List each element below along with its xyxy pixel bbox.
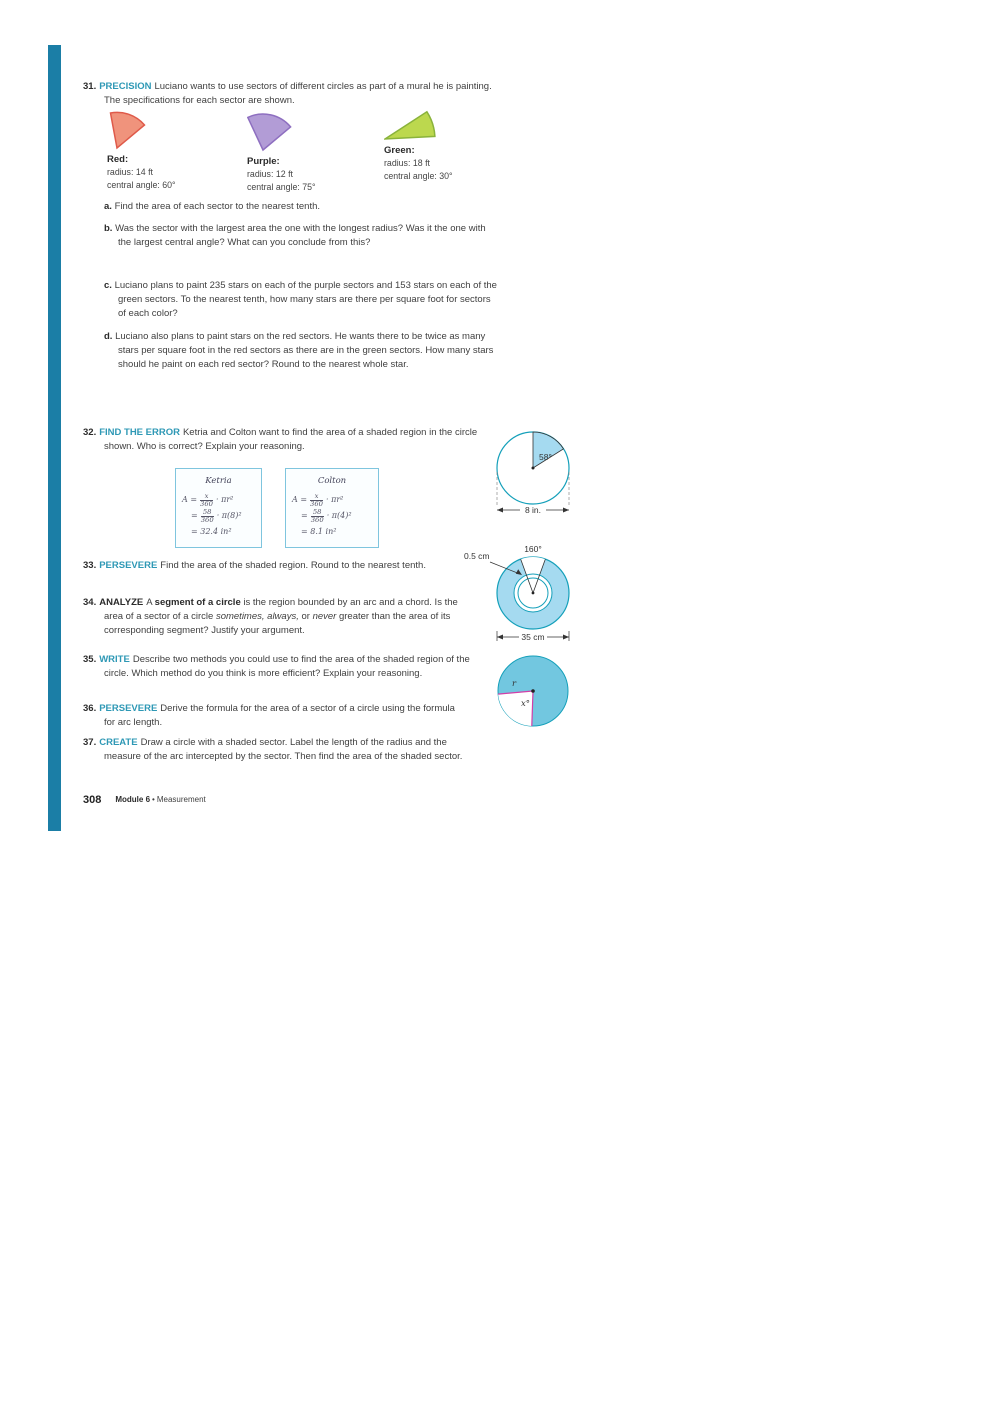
diameter-label: 8 in. — [524, 505, 542, 515]
shaded-ring-figure — [456, 538, 590, 646]
sector-color-label: Green: — [384, 145, 415, 156]
red-sector-spec — [107, 110, 237, 192]
sector-angle-label: x° — [521, 699, 531, 709]
part-label: b. — [104, 223, 113, 234]
diameter-label: 35 cm — [521, 632, 545, 642]
problem-text: Derive the formula for the area of a sector of a circle using the formula for arc length. — [104, 703, 455, 728]
sector-radius: radius: 12 ft — [247, 169, 293, 179]
page-number: 308 — [83, 794, 102, 806]
problem-tag: PRECISION — [99, 81, 152, 92]
problem-33-statement — [83, 559, 453, 573]
work-line-3 — [182, 524, 255, 540]
work-line-3 — [292, 524, 372, 540]
arrowhead-left — [497, 635, 503, 640]
equation-lhs: A = — [182, 495, 198, 504]
arrowhead-right — [563, 635, 569, 640]
fraction-denominator: 360 — [310, 499, 324, 508]
fraction — [201, 509, 214, 524]
fraction-denominator: 360 — [200, 515, 214, 524]
problem-number: 35. — [83, 654, 97, 665]
problem-text-d: greater than the area of its corresponding segment? Justify your argument. — [104, 611, 451, 636]
problem-tag: PERSEVERE — [99, 560, 158, 571]
left-accent-bar — [48, 45, 61, 831]
center-point — [532, 592, 535, 595]
center-point — [531, 689, 535, 693]
part-c — [104, 279, 497, 321]
sector-angle: central angle: 60° — [107, 180, 176, 190]
student-name: Colton — [317, 476, 347, 486]
problem-tag: CREATE — [99, 737, 138, 748]
fraction-numerator: 58 — [311, 509, 324, 517]
work-line-1 — [292, 492, 372, 508]
emphasis-2: never — [312, 611, 337, 622]
problem-32-statement — [83, 426, 497, 454]
ketria-work-box — [175, 468, 262, 548]
equation-rest: · π(4)² — [326, 511, 352, 520]
fraction-numerator: x — [200, 493, 213, 501]
sector-angle: central angle: 75° — [247, 182, 316, 192]
problem-34-statement — [83, 596, 475, 638]
problem-35 — [83, 653, 493, 681]
problem-tag: PERSEVERE — [99, 703, 158, 714]
module-label: Module 6 — [115, 795, 151, 804]
part-d — [104, 330, 497, 372]
problem-tag: WRITE — [99, 654, 130, 665]
sector-radius: radius: 18 ft — [384, 158, 430, 168]
problem-text: Find the area of the shaded region. Round to the nearest tenth. — [160, 560, 426, 571]
footer-separator: • — [152, 795, 155, 804]
circle-figure-58deg — [492, 424, 612, 520]
part-label: a. — [104, 201, 112, 212]
problem-tag: ANALYZE — [99, 597, 144, 608]
problem-36 — [83, 702, 468, 730]
equation-result: = 32.4 in² — [191, 527, 232, 536]
fraction-numerator: 58 — [201, 509, 214, 517]
sector-color-label: Purple: — [247, 156, 280, 167]
central-angle-label: 160° — [524, 544, 542, 554]
fraction — [311, 509, 324, 524]
work-line-2 — [182, 508, 255, 524]
student-work-row — [83, 468, 497, 554]
sector-specs-row — [83, 110, 497, 200]
problem-text: Ketria and Colton want to find the area of a shaded region in the circle shown. Who is correct? Explain your reasoning. — [104, 427, 478, 452]
student-name: Ketria — [205, 476, 232, 486]
vocabulary-term: segment of a circle — [154, 597, 241, 608]
problem-31 — [83, 80, 497, 372]
sector-radius: radius: 14 ft — [107, 167, 153, 177]
page-footer — [83, 794, 206, 806]
problem-text-c: or — [298, 611, 313, 622]
sector-angle: central angle: 30° — [384, 171, 453, 181]
part-text: Luciano also plans to paint stars on the red sectors. He wants there to be twice as many stars per square foot in the red sectors as there are in the green sectors. How many stars should he paint on each red sector? Round to the nearest whole star. — [115, 331, 494, 370]
problem-number: 33. — [83, 560, 97, 571]
purple-sector-spec — [247, 110, 377, 194]
problem-36-statement — [83, 702, 468, 730]
shaded-circle-sector-figure — [495, 653, 581, 735]
green-sector-icon — [384, 110, 440, 141]
equation-rest: · πr² — [326, 495, 344, 504]
colton-work-box — [285, 468, 379, 548]
equation-lhs: = — [191, 511, 198, 520]
part-label: d. — [104, 331, 113, 342]
problem-number: 31. — [83, 81, 97, 92]
purple-sector-icon — [247, 110, 295, 152]
radius-label: r — [512, 679, 517, 689]
problem-number: 37. — [83, 737, 97, 748]
problem-text: Describe two methods you could use to find the area of the shaded region of the circle. Which method do you think is more efficient? Explain your reasoning. — [104, 654, 470, 679]
problem-34 — [83, 596, 475, 638]
arrowhead-right — [563, 508, 569, 513]
part-label: c. — [104, 280, 112, 291]
emphasis-1: sometimes, always, — [215, 611, 299, 622]
equation-result: = 8.1 in² — [301, 527, 337, 536]
fraction-denominator: 360 — [200, 499, 214, 508]
fraction — [200, 493, 213, 508]
sector-color-label: Red: — [107, 154, 129, 165]
problem-text: Luciano wants to use sectors of different circles as part of a mural he is painting. The specifications for each sector are shown. — [104, 81, 492, 106]
arrowhead-left — [497, 508, 503, 513]
problem-37-statement — [83, 736, 485, 764]
problem-number: 36. — [83, 703, 97, 714]
fraction — [310, 493, 323, 508]
work-line-2 — [292, 508, 372, 524]
section-label: Measurement — [156, 795, 206, 804]
problem-text-b: is the region bounded by an arc and a chord. Is the area of a sector of a circle — [104, 597, 458, 622]
equation-rest: · πr² — [216, 495, 234, 504]
equation-lhs: = — [301, 511, 308, 520]
part-text: Was the sector with the largest area the one with the longest radius? Was it the one with the largest central angle? What can you conclude from this? — [115, 223, 486, 248]
red-sector-icon — [107, 110, 155, 150]
problem-text-a: A — [146, 597, 155, 608]
problem-number: 34. — [83, 597, 97, 608]
equation-rest: · π(8)² — [216, 511, 242, 520]
problem-31-parts — [104, 200, 497, 372]
fraction-denominator: 360 — [310, 515, 324, 524]
sector-angle-label: 58° — [539, 452, 552, 462]
fraction-numerator: x — [310, 493, 323, 501]
part-a — [104, 200, 497, 214]
problem-37 — [83, 736, 485, 764]
problem-35-statement — [83, 653, 493, 681]
problem-tag: FIND THE ERROR — [99, 427, 180, 438]
part-text: Luciano plans to paint 235 stars on each of the purple sectors and 153 stars on each of the green sectors. To the nearest tenth, how many stars are there per square foot for sectors of each color? — [114, 280, 497, 319]
problem-text: Draw a circle with a shaded sector. Label the length of the radius and the measure of the arc intercepted by the sector. Then find the area of the shaded sector. — [104, 737, 463, 762]
equation-lhs: A = — [292, 495, 308, 504]
problem-number: 32. — [83, 427, 97, 438]
center-point — [532, 467, 535, 470]
green-sector-spec — [384, 110, 514, 183]
problem-33 — [83, 559, 453, 573]
problem-32 — [83, 426, 497, 554]
ring-width-label: 0.5 cm — [464, 551, 490, 561]
work-line-1 — [182, 492, 255, 508]
part-b — [104, 222, 497, 250]
part-text: Find the area of each sector to the nearest tenth. — [114, 201, 321, 212]
problem-31-statement — [83, 80, 497, 108]
